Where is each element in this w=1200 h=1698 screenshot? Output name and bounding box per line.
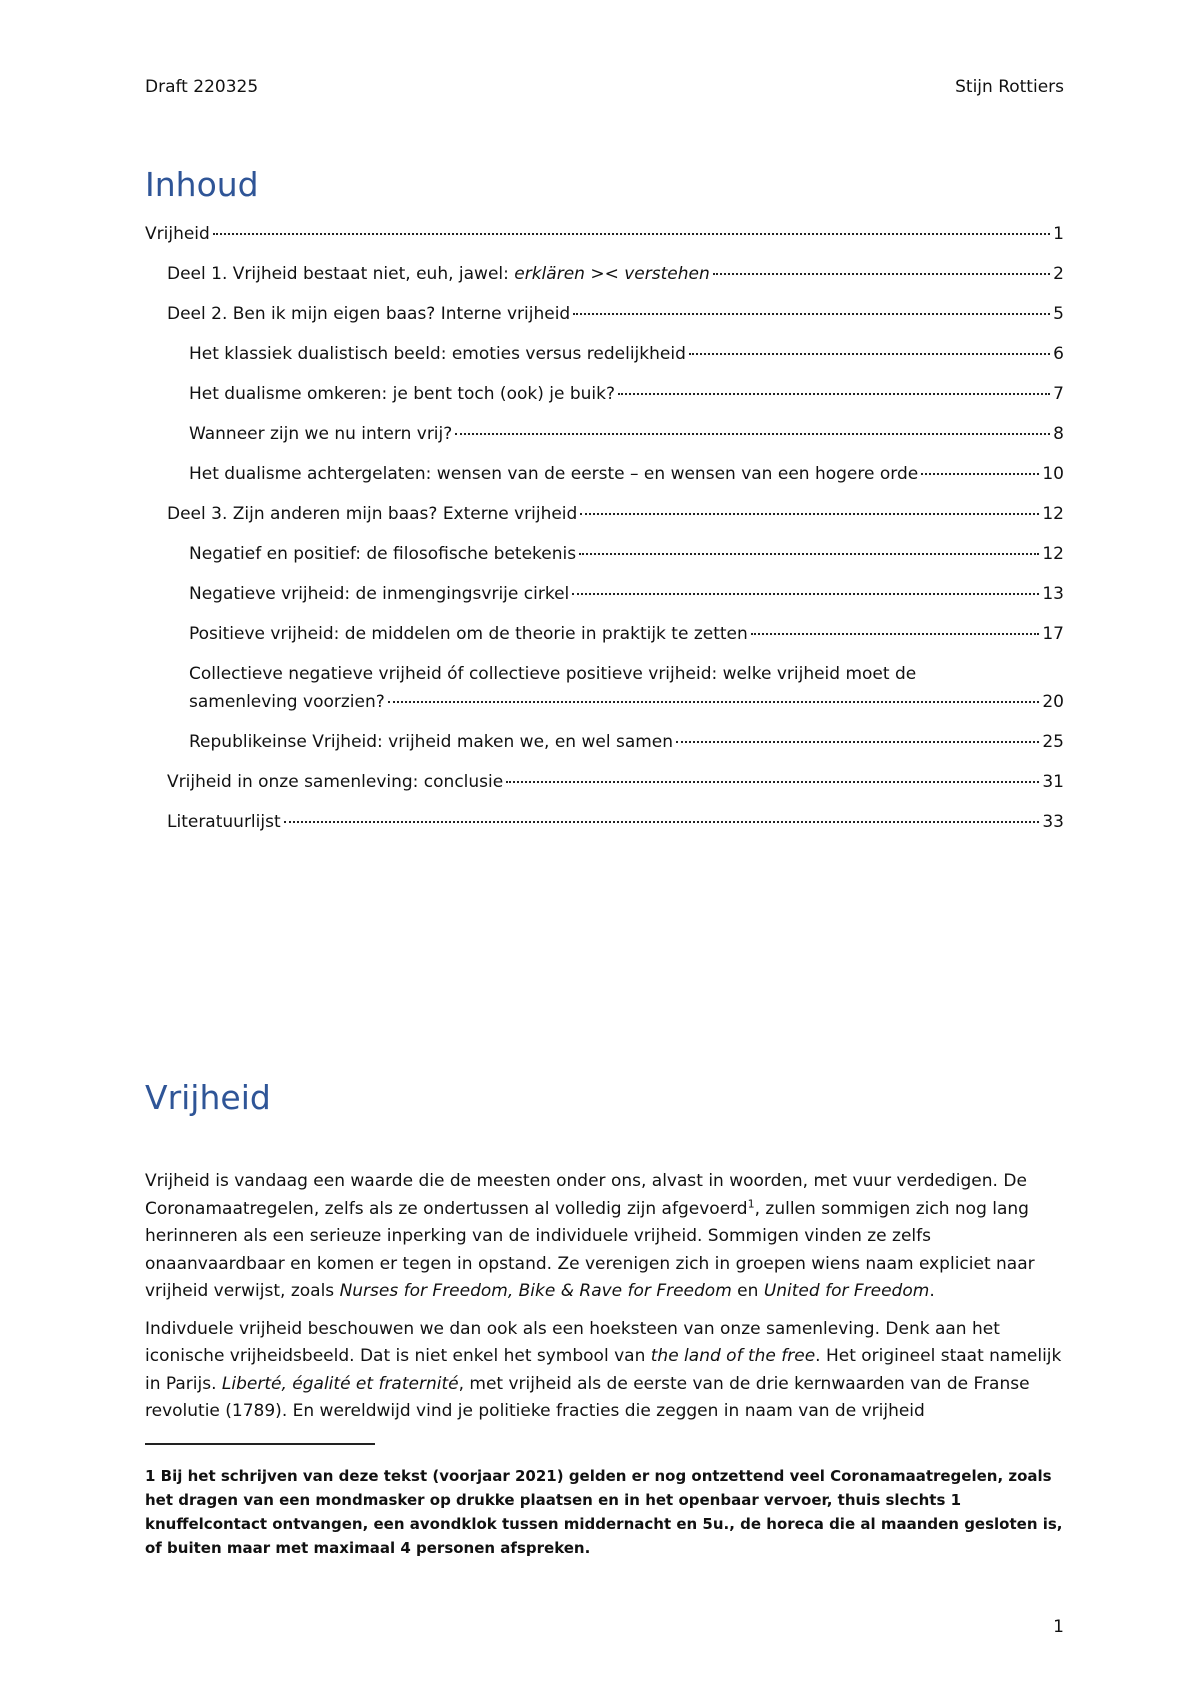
toc-leader-dots (689, 353, 1050, 355)
toc-page-number: 6 (1053, 344, 1064, 364)
toc-leader-dots (713, 273, 1050, 275)
toc-entry-text: Het dualisme omkeren: je bent toch (ook) je buik? (189, 384, 615, 404)
footnote: 1 Bij het schrijven van deze tekst (voorjaar 2021) gelden er nog ontzettend veel Coronamaatregelen, zoals het dragen van een mondmasker op drukke plaatsen en in het openbaar vervoer, thuis slechts 1 knuffelcontact ontvangen, een avondklok tussen middernacht en 5u., de horeca die al maanden gesloten is, of buiten maar met maximaal 4 personen afspreken. (145, 1467, 1063, 1557)
toc-leader-dots (506, 781, 1039, 783)
chapter-title: Vrijheid (145, 1078, 271, 1117)
header-draft-label: Draft 220325 (145, 77, 259, 97)
toc-entry-text: Republikeinse Vrijheid: vrijheid maken we, en wel samen (189, 732, 674, 752)
header-author: Stijn Rottiers (955, 77, 1064, 97)
toc-entry-republikeinse-vrijheid[interactable] (145, 732, 1064, 772)
toc-page-number: 1 (1053, 224, 1064, 244)
toc-entry-conclusie[interactable] (145, 772, 1064, 812)
page-header (145, 77, 1064, 97)
toc-page-number: 12 (1042, 504, 1064, 524)
toc-entry-positieve-vrijheid[interactable] (145, 624, 1064, 664)
toc-page-number: 10 (1042, 464, 1064, 484)
toc-page-number: 13 (1042, 584, 1064, 604)
toc-entry-klassiek-dualistisch[interactable] (145, 344, 1064, 384)
toc-leader-dots (580, 513, 1039, 515)
toc-entry-deel-2[interactable] (145, 304, 1064, 344)
toc-leader-dots (618, 393, 1050, 395)
paragraph-2: Indivduele vrijheid beschouwen we dan ook als een hoeksteen van onze samenleving. Denk aan het iconische vrijheidsbeeld. Dat is niet enkel het symbool van the land of the free. Het origineel staat namelijk in Parijs. Liberté, égalité et fraternité, met vrijheid als de eerste van de drie kernwaarden van de Franse revolutie (1789). En wereldwijd vind je politieke fracties die zeggen in naam van de vrijheid (145, 1318, 1062, 1421)
toc-entry-text: Negatieve vrijheid: de inmengingsvrije cirkel (189, 584, 570, 604)
toc-entry-text: Positieve vrijheid: de middelen om de theorie in praktijk te zetten (189, 624, 748, 644)
toc-entry-text: Het klassiek dualistisch beeld: emoties versus redelijkheid (189, 344, 686, 364)
toc-page-number: 5 (1053, 304, 1064, 324)
toc-entry-dualisme-omkeren[interactable] (145, 384, 1064, 424)
toc-entry-text: Wanneer zijn we nu intern vrij? (189, 424, 453, 444)
toc-page-number: 20 (1042, 692, 1064, 712)
toc-entry-text-line2: samenleving voorzien? (189, 692, 385, 712)
paragraph-1: Vrijheid is vandaag een waarde die de meesten onder ons, alvast in woorden, met vuur verdedigen. De Coronamaatregelen, zelfs als ze ondertussen al volledig zijn afgevoerd$^1$, zullen sommigen zich nog lang herinneren als een serieuze inperking van de individuele vrijheid. Sommigen vinden ze zelfs onaanvaardbaar en komen er tegen in opstand. Ze verenigen zich in groepen wiens naam expliciet naar vrijheid verwijst, zoals Nurses for Freedom, Bike & Rave for Freedom en United for Freedom. (145, 1171, 1035, 1301)
toc-leader-dots (751, 633, 1040, 635)
toc-leader-dots (579, 553, 1039, 555)
toc-title: Inhoud (145, 165, 259, 204)
body-text (145, 1168, 1067, 1436)
toc-entry-text: Deel 2. Ben ik mijn eigen baas? Interne vrijheid (167, 304, 571, 324)
toc-entry-negatief-positief[interactable] (145, 544, 1064, 584)
toc-leader-dots (572, 593, 1039, 595)
table-of-contents (145, 224, 1064, 852)
toc-leader-dots (455, 433, 1050, 435)
toc-leader-dots (388, 701, 1040, 703)
toc-entry-text: Het dualisme achtergelaten: wensen van de eerste – en wensen van een hogere orde (189, 464, 919, 484)
toc-page-number: 33 (1042, 812, 1064, 832)
toc-leader-dots (213, 233, 1050, 235)
toc-page-number: 25 (1042, 732, 1064, 752)
toc-entry-collectieve-vrijheid[interactable] (145, 664, 1064, 720)
toc-page-number: 8 (1053, 424, 1064, 444)
toc-leader-dots (676, 741, 1039, 743)
toc-entry-negatieve-vrijheid[interactable] (145, 584, 1064, 624)
toc-page-number: 2 (1053, 264, 1064, 284)
toc-entry-vrijheid[interactable] (145, 224, 1064, 264)
toc-entry-deel-1[interactable] (145, 264, 1064, 304)
toc-leader-dots (284, 821, 1040, 823)
toc-entry-text: Literatuurlijst (167, 812, 281, 832)
toc-entry-text: Vrijheid (145, 224, 210, 244)
toc-entry-dualisme-achtergelaten[interactable] (145, 464, 1064, 504)
toc-leader-dots (921, 473, 1039, 475)
toc-entry-text: Deel 1. Vrijheid bestaat niet, euh, jawel: erklären >< verstehen (167, 264, 710, 284)
toc-entry-deel-3[interactable] (145, 504, 1064, 544)
footnote-separator (145, 1443, 375, 1445)
toc-leader-dots (573, 313, 1050, 315)
toc-page-number: 31 (1042, 772, 1064, 792)
toc-page-number: 7 (1053, 384, 1064, 404)
toc-page-number: 12 (1042, 544, 1064, 564)
toc-entry-text: Deel 3. Zijn anderen mijn baas? Externe vrijheid (167, 504, 578, 524)
page-number: 1 (1053, 1617, 1064, 1637)
toc-entry-intern-vrij[interactable] (145, 424, 1064, 464)
toc-entry-literatuurlijst[interactable] (145, 812, 1064, 852)
toc-entry-text-line1: Collectieve negatieve vrijheid óf collectieve positieve vrijheid: welke vrijheid moet de (189, 664, 917, 684)
toc-page-number: 17 (1042, 624, 1064, 644)
toc-entry-text: Vrijheid in onze samenleving: conclusie (167, 772, 504, 792)
footnote-reference[interactable]: 1 (747, 1196, 755, 1210)
toc-entry-text: Negatief en positief: de filosofische betekenis (189, 544, 577, 564)
